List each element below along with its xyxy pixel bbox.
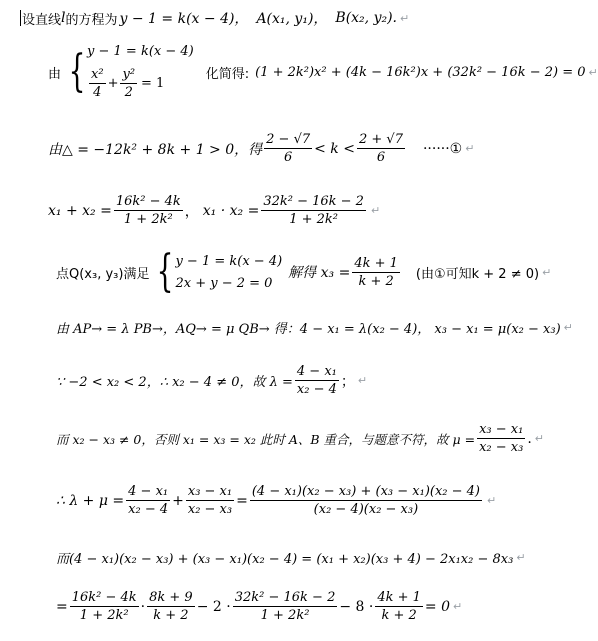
line11-minus8: − 8 · (339, 598, 374, 615)
frac-11a: $\frac{\text{16k² − 4k}}{\text{1 + 2k²}}$ (71, 590, 137, 623)
line2-simplify-label: 化简得: (205, 66, 250, 82)
line-1 (20, 8, 409, 28)
line5-lead: 点Q(x₃, y₃)满足 (56, 266, 150, 282)
line8-lead: 而 x₂ − x₃ ≠ 0，否则 x₁ = x₃ = x₂ 此时 A、B 重合，与题意不符，故 μ = (56, 431, 476, 447)
line11-eq: = (56, 598, 68, 615)
line4-sep: ， (184, 203, 199, 220)
line6-text: 由 AP→ = λ PB→，AQ→ = μ QB→ 得：4 − x₁ = λ(x₂ − 4)， x₃ − x₁ = μ(x₂ − x₃) (56, 322, 561, 337)
line9-plus: + (172, 492, 184, 509)
line1-B: B(x₂, y₂). (335, 10, 397, 26)
sys2-eq2: 2x + y − 2 = 0 (175, 275, 273, 291)
line8-tail: . (527, 430, 532, 447)
line7-lead: ∵ −2 < x₂ < 2，∴ x₂ − 4 ≠ 0，故 λ = (56, 375, 293, 390)
frac-lambda: $\frac{\text{4 − x₁}}{\text{x₂ − 4}}$ (296, 364, 337, 397)
frac-x2-4: $\frac{\text{x²}}{4}$ (91, 66, 104, 100)
line11-rhs: = 0 (424, 598, 451, 615)
frac-9a: $\frac{\text{4 − x₁}}{\text{x₂ − 4}}$ (128, 484, 169, 517)
line-9 (56, 484, 496, 517)
frac-mu: $\frac{\text{x₃ − x₁}}{\text{x₂ − x₃}}$ (479, 422, 524, 455)
return-mark: ↵ (542, 265, 552, 279)
line-6 (56, 318, 573, 337)
line3-mid: < k < (314, 140, 355, 157)
return-mark: ↵ (588, 65, 598, 79)
line-4 (48, 194, 380, 227)
line9-eq: = (236, 492, 248, 509)
line11-minus2: − 2 · (196, 598, 231, 615)
equation-system-1 (63, 40, 194, 104)
frac-11b: $\frac{8k + 9}{k + 2}$ (149, 590, 193, 623)
line11-dot: · (140, 598, 146, 615)
line4-sum-lhs: x₁ + x₂ = (48, 202, 112, 219)
line1-eq: y − 1 = k(x − 4)， (119, 11, 249, 27)
line5-solve: 解得 x₃ = (288, 265, 351, 281)
return-mark: ↵ (516, 551, 526, 564)
equation-system-2 (151, 246, 283, 297)
return-mark: ↵ (400, 11, 410, 25)
line-2 (48, 40, 598, 104)
line10-text: 而(4 − x₁)(x₂ − x₃) + (x₃ − x₁)(x₂ − 4) = (x₁ + x₂)(x₃ + 4) − 2x₁x₂ − 8x₃ (56, 552, 514, 567)
line5-note: (由①可知k + 2 ≠ 0) (415, 266, 540, 282)
brace-icon: { (157, 246, 174, 297)
frac-x3: $\frac{4k + 1}{k + 2}$ (354, 255, 398, 289)
frac-lower-bound: $\frac{2 - √7}{6}$ (266, 132, 311, 165)
return-mark: ↵ (487, 494, 497, 507)
line1-l: l (61, 10, 66, 26)
return-mark: ↵ (453, 600, 463, 613)
line9-lead: ∴ λ + μ = (56, 492, 125, 509)
line-5 (56, 246, 552, 297)
line2-lead: 由 (48, 66, 62, 82)
text-cursor (20, 10, 21, 26)
line2-result: (1 + 2k²)x² + (4k − 16k²)x + (32k² − 16k − 2) = 0 (255, 64, 586, 80)
line3-tag: ······① (422, 140, 463, 157)
line3-lead: 由△ = −12k² + 8k + 1 > 0，得 (48, 141, 263, 158)
sys1-eq1: y − 1 = k(x − 4) (87, 43, 194, 59)
line-11 (56, 590, 462, 623)
line1-mid: 的方程为 (65, 12, 118, 28)
frac-upper-bound: $\frac{2 + √7}{6}$ (358, 132, 403, 165)
frac-y2-2: $\frac{\text{y²}}{2}$ (122, 66, 136, 100)
line4-prod-lhs: x₁ · x₂ = (202, 202, 260, 219)
return-mark: ↵ (357, 374, 368, 387)
line-8 (56, 422, 544, 455)
frac-prod: $\frac{\text{32k² − 16k − 2}}{\text{1 + 2k²}}$ (263, 194, 364, 227)
line1-A: A(x₁, y₁)， (256, 11, 328, 27)
return-mark: ↵ (563, 321, 573, 334)
frac-11d: $\frac{4k + 1}{k + 2}$ (377, 590, 421, 623)
return-mark: ↵ (465, 142, 475, 155)
sys2-eq1: y − 1 = k(x − 4) (175, 253, 283, 269)
line1-prefix: 设直线 (22, 12, 62, 28)
frac-9c: $\frac{\text{(4 − x₁)(x₂ − x₃) + (x₃ − x₁)(x₂ − 4)}}{\text{(x₂ − 4)(x₂ − x₃)}}$ (251, 484, 481, 517)
return-mark: ↵ (370, 204, 381, 217)
frac-9b: $\frac{\text{x₃ − x₁}}{\text{x₂ − x₃}}$ (187, 484, 233, 517)
line-3 (48, 132, 474, 165)
frac-sum: $\frac{\text{16k² − 4k}}{\text{1 + 2k²}}$ (115, 194, 181, 227)
line-7 (56, 364, 367, 397)
brace-icon: { (68, 46, 86, 97)
line-10 (56, 548, 526, 567)
frac-11c: $\frac{\text{32k² − 16k − 2}}{\text{1 + 2k²}}$ (234, 590, 336, 623)
sys1-eq2: $\frac{\text{x²}}{4}$ + $\frac{\text{y²}}{2}$ = 1 (91, 66, 165, 100)
return-mark: ↵ (534, 432, 544, 445)
line7-tail: ； (340, 373, 355, 390)
